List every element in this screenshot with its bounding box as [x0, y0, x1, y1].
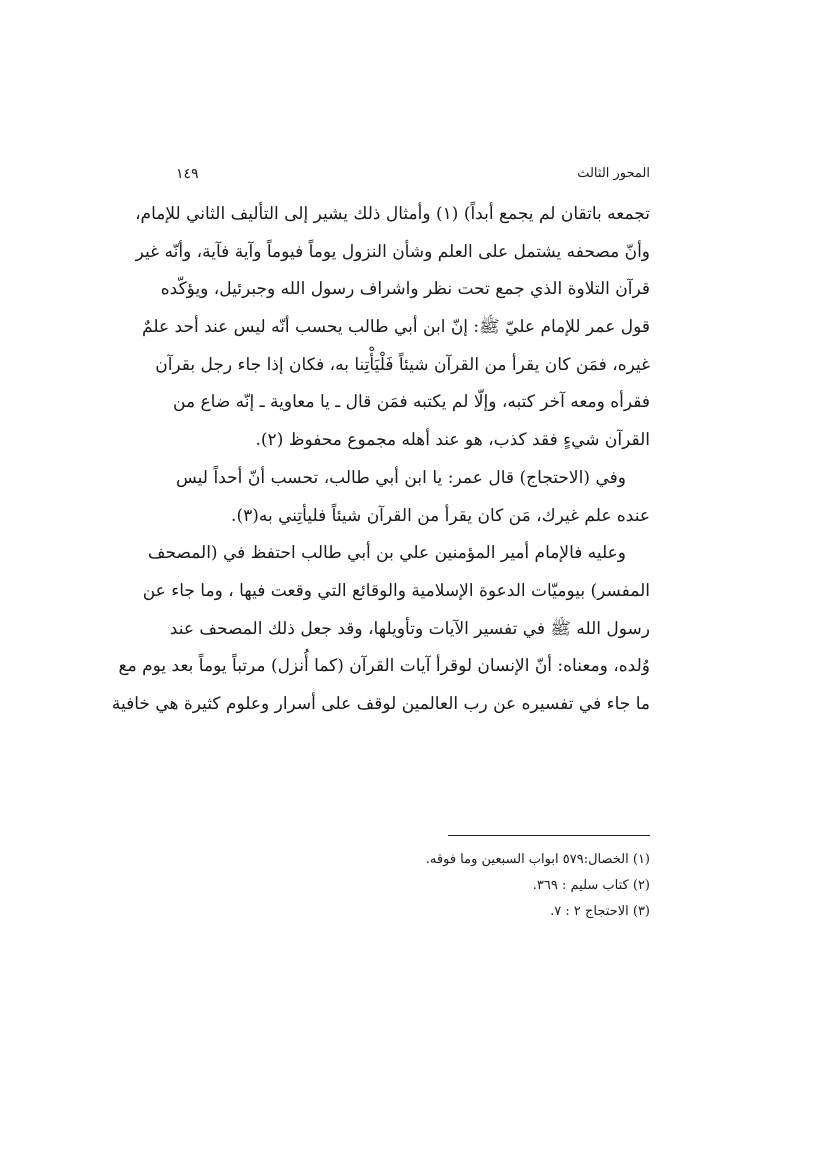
- footnote: (٣) الاحتجاج ٢ : ٧.: [550, 904, 650, 919]
- running-title: المحور الثالث: [577, 166, 650, 181]
- text-line: ما جاء في تفسيره عن رب العالمين لوقف على أسرار وعلوم كثيرة هي خافية: [111, 693, 650, 714]
- text-line: رسول الله ﷺ في تفسير الآيات وتأويلها، وقد جعل ذلك المصحف عند: [169, 618, 650, 639]
- text-line: غيره، فمَن كان يقرأ من القرآن شيئاً فَلْيَأْتِنا به، فكان إذا جاء رجل بقرآن: [155, 354, 650, 375]
- text-line: وأنّ مصحفه يشتمل على العلم وشأن النزول يوماً فيوماً وآية فآية، وأنّه غير: [135, 241, 650, 262]
- text-line: عنده علم غيرك، مَن كان يقرأ من القرآن شيئاً فليأتِني به(٣).: [231, 505, 650, 526]
- paragraph: [111, 535, 650, 723]
- text-line: وفي (الاحتجاج) قال عمر: يا ابن أبي طالب، تحسب أنّ أحداً ليس: [176, 467, 626, 488]
- text-line: وُلده، ومعناه: أنّ الإنسان لوقرأ آيات القرآن (كما أُنزل) مرتباً يوماً بعد يوم مع: [118, 656, 650, 677]
- main-text: [111, 196, 650, 724]
- text-line: قرآن التلاوة الذي جمع تحت نظر واشراف رسول الله وجبرئيل، ويؤكّده: [160, 279, 650, 300]
- paragraph: [135, 196, 650, 460]
- text-line: فقرأه ومعه آخر كتبه، وإلّا لم يكتبه فمَن قال ـ يا معاوية ـ إنّه ضاع من: [173, 392, 650, 413]
- text-line: قول عمر للإمام عليّ ﷺ: إنّ ابن أبي طالب يحسب أنّه ليس عند أحد علمٌ: [142, 317, 650, 338]
- footnote-separator: [448, 835, 650, 836]
- footnote: (١) الخصال:٥٧٩ ابواب السبعين وما فوقه.: [425, 852, 650, 867]
- text-line: تجمعه باتقان لم يجمع أبداً) (١) وأمثال ذلك يشير إلى التأليف الثاني للإمام،: [135, 204, 650, 224]
- footnotes: [176, 847, 650, 925]
- text-line: القرآن شيءٍ فقد كذب، هو عند أهله مجموع محفوظ (٢).: [255, 430, 650, 451]
- page-number: ١٤٩: [176, 166, 199, 182]
- running-header: [176, 162, 650, 186]
- paragraph: [176, 460, 650, 535]
- text-line: وعليه فالإمام أمير المؤمنين علي بن أبي طالب احتفظ في (المصحف: [147, 543, 626, 564]
- text-line: المفسر) بيوميّات الدعوة الإسلامية والوقائع التي وقعت فيها ، وما جاء عن: [142, 580, 650, 601]
- footnote: (٢) كتاب سليم : ٣٦٩.: [532, 878, 650, 893]
